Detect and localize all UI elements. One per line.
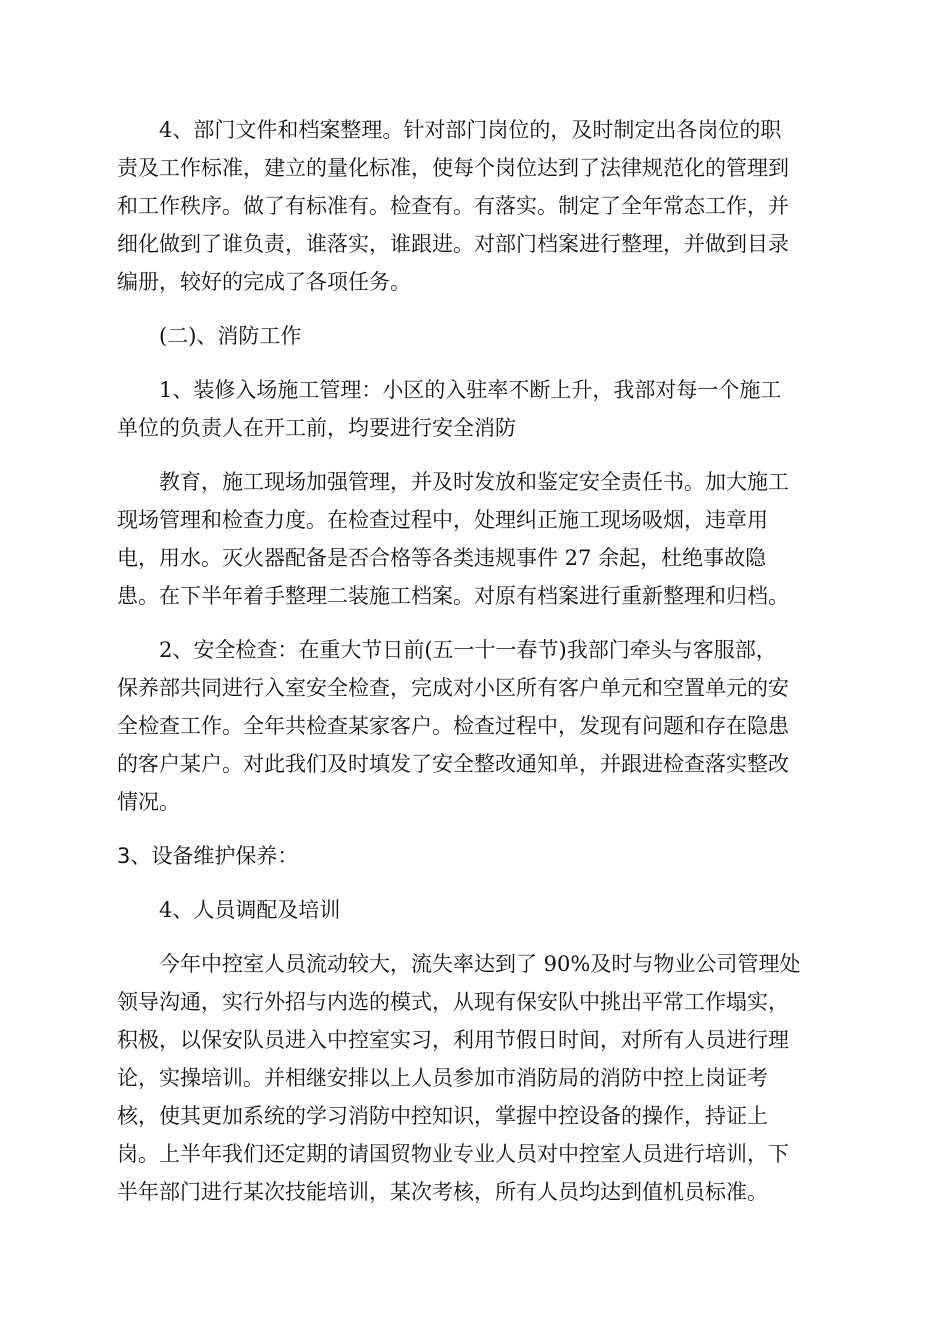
paragraph-5-line-2: 保养部共同进行入室安全检查，完成对小区所有客户单元和空置单元的安 [117, 676, 789, 700]
paragraph-8-line-5: 核，使其更加系统的学习消防中控知识，掌握中控设备的操作，持证上 [117, 1104, 768, 1128]
paragraph-1-line-4: 细化做到了谁负责，谁落实，谁跟进。对部门档案进行整理，并做到目录 [117, 232, 789, 256]
paragraph-8-line-7: 半年部门进行某次技能培训，某次考核，所有人员均达到值机员标准。 [117, 1180, 768, 1204]
paragraph-1-line-3: 和工作秩序。做了有标准有。检查有。有落实。制定了全年常态工作，并 [117, 194, 789, 218]
paragraph-8-line-1: 今年中控室人员流动较大，流失率达到了 90%及时与物业公司管理处 [159, 952, 801, 976]
paragraph-1-line-2: 责及工作标准，建立的量化标准，使每个岗位达到了法律规范化的管理到 [117, 156, 789, 180]
equipment-maintenance-heading: 3、设备维护保养： [117, 844, 299, 868]
paragraph-5-line-3: 全检查工作。全年共检查某家客户。检查过程中，发现有问题和存在隐患 [117, 714, 789, 738]
paragraph-5-line-4: 的客户某户。对此我们及时填发了安全整改通知单，并跟进检查落实整改 [117, 752, 789, 776]
paragraph-3-line-1: 1、装修入场施工管理：小区的入驻率不断上升，我部对每一个施工 [159, 378, 782, 402]
paragraph-3-line-2: 单位的负责人在开工前，均要进行安全消防 [117, 416, 516, 440]
paragraph-8-line-3: 积极，以保安队员进入中控室实习，利用节假日时间，对所有人员进行理 [117, 1028, 789, 1052]
paragraph-4-line-4: 患。在下半年着手整理二装施工档案。对原有档案进行重新整理和归档。 [117, 584, 789, 608]
paragraph-8-line-6: 岗。上半年我们还定期的请国贸物业专业人员对中控室人员进行培训，下 [117, 1142, 789, 1166]
paragraph-8-line-2: 领导沟通，实行外招与内选的模式，从现有保安队中挑出平常工作塌实， [117, 990, 789, 1014]
paragraph-4-line-2: 现场管理和检查力度。在检查过程中，处理纠正施工现场吸烟，违章用 [117, 508, 768, 532]
section-heading-fire-safety: (二)、消防工作 [159, 324, 302, 348]
paragraph-4-line-3: 电，用水。灭火器配备是否合格等各类违规事件 27 余起，杜绝事故隐 [117, 546, 767, 570]
paragraph-5-line-1: 2、安全检查：在重大节日前(五一十一春节)我部门牵头与客服部， [159, 638, 777, 662]
paragraph-4-line-1: 教育，施工现场加强管理，并及时发放和鉴定安全责任书。加大施工 [159, 470, 789, 494]
paragraph-5-line-5: 情况。 [117, 790, 180, 814]
staffing-training-heading: 4、人员调配及培训 [159, 898, 341, 922]
paragraph-1-line-5: 编册，较好的完成了各项任务。 [117, 270, 411, 294]
paragraph-1-line-1: 4、部门文件和档案整理。针对部门岗位的，及时制定出各岗位的职 [159, 118, 782, 142]
paragraph-8-line-4: 论，实操培训。并相继安排以上人员参加市消防局的消防中控上岗证考 [117, 1066, 768, 1090]
